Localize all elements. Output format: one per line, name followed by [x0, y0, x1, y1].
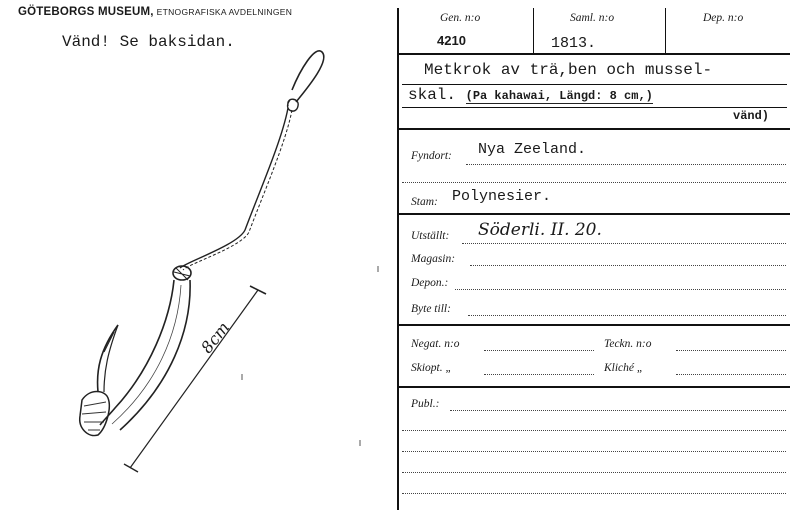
publ-line [402, 493, 786, 494]
stam-label: Stam: [411, 196, 438, 208]
card-rule [398, 128, 790, 130]
card-rule [398, 53, 790, 55]
utstallt-label: Utställt: [411, 230, 450, 242]
gen-number-label: Gen. n:o [440, 12, 481, 24]
publ-line [402, 472, 786, 473]
card-left-border [397, 8, 399, 510]
stam-value: Polynesier. [452, 188, 552, 205]
card-rule [398, 213, 790, 215]
byte-label: Byte till: [411, 303, 451, 315]
skiopt-line [484, 374, 594, 375]
magasin-label: Magasin: [411, 253, 456, 265]
description-details: (Pa kahawai, Längd: 8 cm,) [465, 89, 653, 103]
dep-number-label: Dep. n:o [703, 12, 744, 24]
utstallt-line [462, 243, 786, 244]
description-line-2 [408, 86, 653, 104]
card-rule [398, 386, 790, 388]
turn-over-note: Vänd! Se baksidan. [62, 33, 235, 51]
depon-label: Depon.: [411, 277, 449, 289]
museum-name: GÖTEBORGS MUSEUM, [18, 6, 154, 18]
kliche-label: Kliché „ [604, 362, 644, 374]
negat-label: Negat. n:o [411, 338, 460, 350]
kliche-line [676, 374, 786, 375]
depon-line [455, 289, 786, 290]
fyndort-label: Fyndort: [411, 150, 452, 162]
publ-line [450, 410, 786, 411]
publ-line [402, 451, 786, 452]
description-line-3: vänd) [733, 109, 770, 123]
card-rule [402, 84, 787, 85]
size-annotation: 8cm [197, 318, 234, 357]
department-name: ETNOGRAFISKA AVDELNINGEN [156, 7, 293, 17]
teckn-line [676, 350, 786, 351]
description-material-end: skal. [408, 86, 457, 104]
museum-header [18, 6, 292, 18]
card-divider [533, 8, 534, 53]
byte-line [468, 315, 786, 316]
fyndort-value: Nya Zeeland. [478, 141, 587, 158]
description-line-1: Metkrok av trä,ben och mussel- [424, 61, 713, 79]
skiopt-label: Skiopt. „ [411, 362, 452, 374]
fyndort-line [402, 182, 786, 183]
card-divider [665, 8, 666, 53]
gen-number-value: 4210 [437, 33, 466, 48]
publ-label: Publ.: [411, 398, 440, 410]
card-rule [402, 107, 787, 108]
negat-line [484, 350, 594, 351]
fyndort-line [466, 164, 786, 165]
saml-number-label: Saml. n:o [570, 12, 615, 24]
teckn-label: Teckn. n:o [604, 338, 652, 350]
card-rule [398, 324, 790, 326]
fishhook-drawing-icon [60, 40, 390, 480]
saml-number-value: 1813. [551, 35, 597, 52]
publ-line [402, 430, 786, 431]
utstallt-value: Söderli. II. 20. [478, 220, 602, 240]
magasin-line [470, 265, 786, 266]
